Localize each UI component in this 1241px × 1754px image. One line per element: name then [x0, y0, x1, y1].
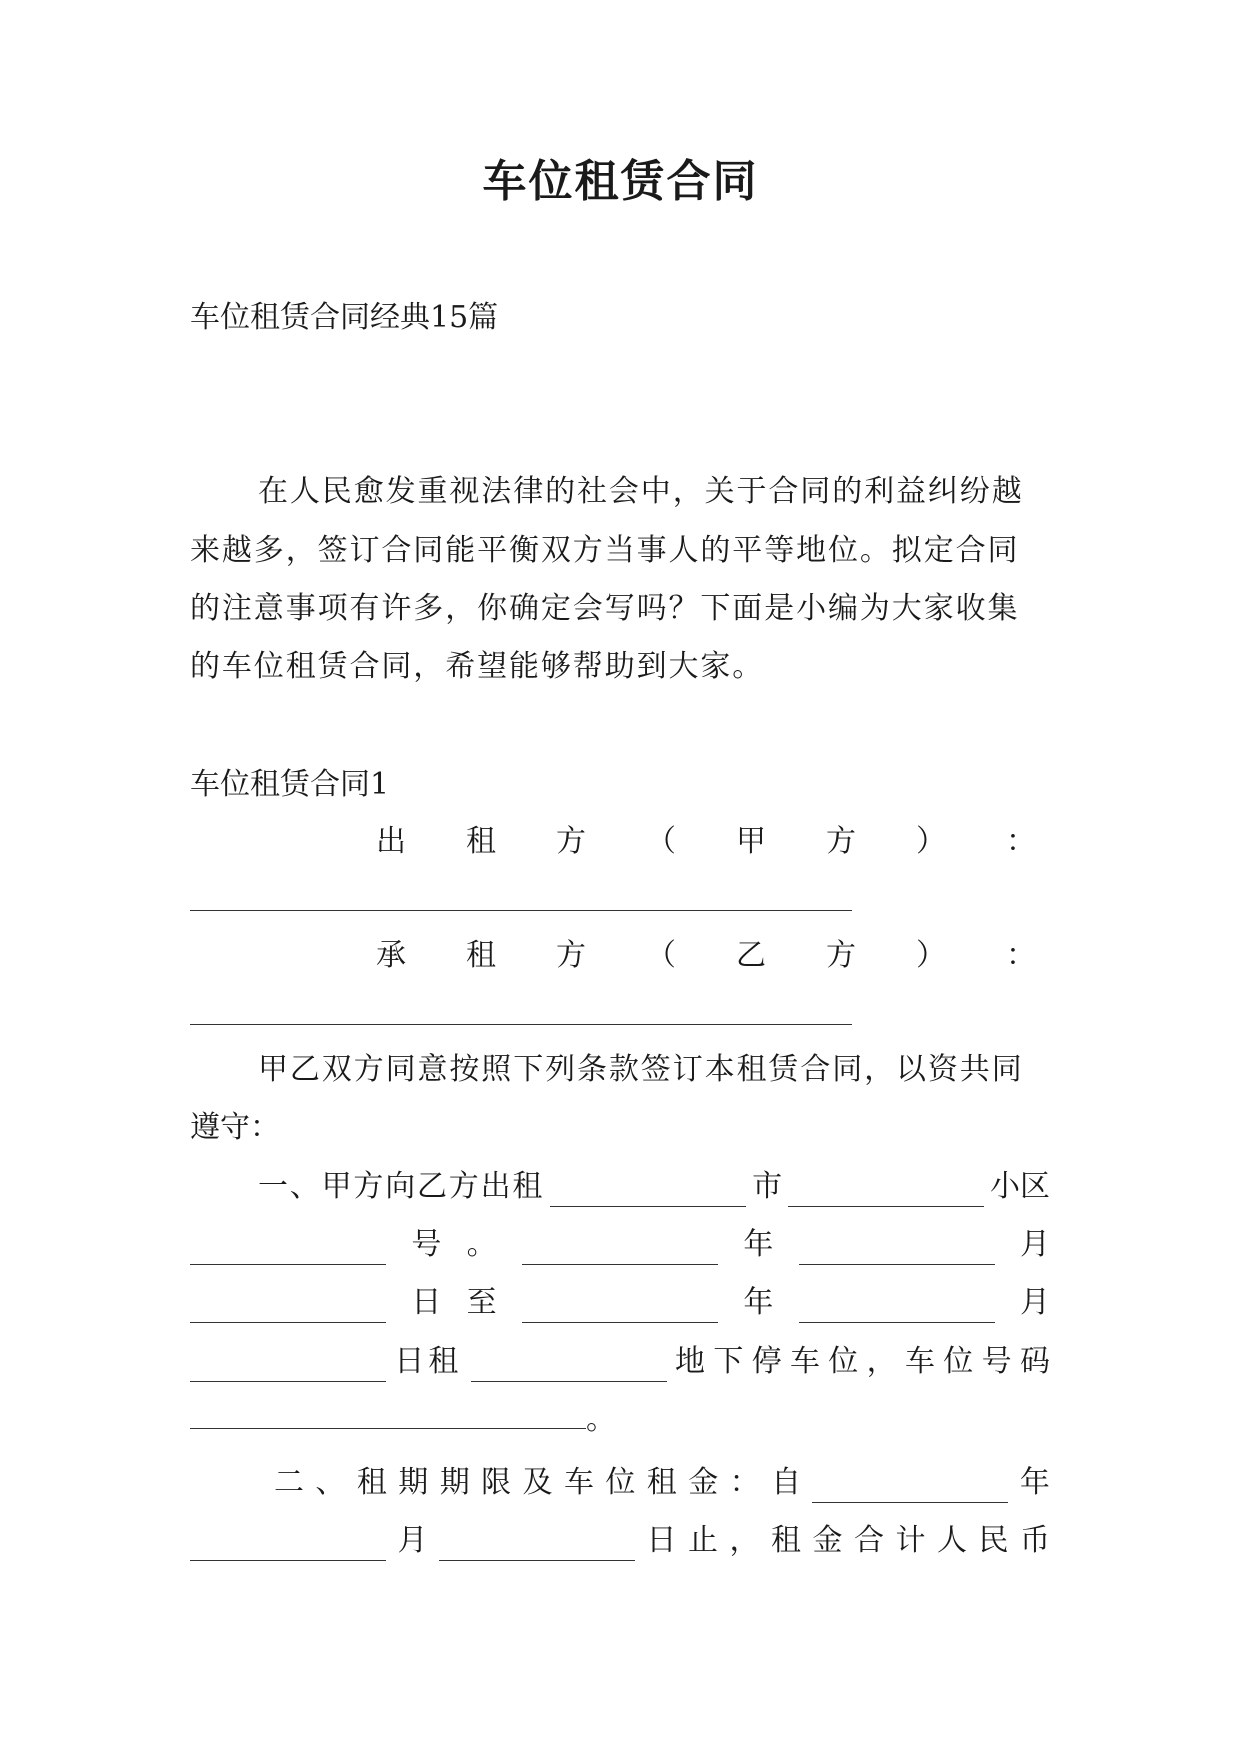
clause1-line-5	[190, 1400, 616, 1440]
clause1-text: 车	[904, 1344, 935, 1379]
intro-line-2: 来越多，签订合同能平衡双方当事人的平等地位。拟定合同	[190, 533, 1020, 568]
intro-line-4: 的车位租赁合同，希望能够帮助到大家。	[190, 649, 765, 684]
agree-line-1: 甲乙双方同意按照下列条款签订本租赁合同，以资共同	[258, 1052, 1024, 1087]
clause2-text: 期	[439, 1465, 470, 1500]
start-day-blank[interactable]	[190, 1298, 386, 1323]
clause1-text: 月	[1019, 1227, 1050, 1262]
lessee-char: ：	[1006, 938, 1036, 973]
clause2-text: 币	[1020, 1523, 1050, 1558]
clause2-text: 租	[646, 1465, 677, 1500]
number-blank[interactable]	[190, 1240, 386, 1265]
clause1-text: 市	[752, 1169, 783, 1204]
lessor-char: 出	[376, 824, 406, 859]
start-month-blank[interactable]	[799, 1240, 995, 1265]
lessee-label-row	[376, 936, 1036, 976]
clause1-text: 地	[674, 1344, 705, 1379]
lessor-char: 方	[826, 824, 856, 859]
clause1-text: 日租	[394, 1344, 463, 1379]
section-heading: 车位租赁合同1	[190, 767, 390, 802]
document-title: 车位租赁合同	[482, 156, 759, 207]
clause2-text: 限	[481, 1465, 512, 1500]
clause2-text: 自	[771, 1465, 802, 1500]
intro-line-1: 在人民愈发重视法律的社会中，关于合同的利益纠纷越	[258, 474, 1024, 509]
clause1-line-2	[190, 1225, 1050, 1265]
parking-area-blank[interactable]	[471, 1357, 667, 1382]
clause2-text: 租	[771, 1523, 801, 1558]
lessor-char: 租	[466, 824, 496, 859]
clause2-text: 租	[356, 1465, 387, 1500]
clause1-text: 。	[586, 1402, 616, 1437]
lessor-char: （	[646, 824, 676, 859]
clause2-text: 、	[315, 1465, 346, 1500]
clause1-text: 日	[411, 1285, 442, 1320]
district-blank[interactable]	[788, 1182, 984, 1207]
lessee-char: （	[646, 938, 676, 973]
clause2-text: 民	[978, 1523, 1009, 1558]
clause1-text: 码	[1019, 1344, 1050, 1379]
lessor-char: ：	[1006, 824, 1036, 859]
end-month-blank[interactable]	[799, 1298, 995, 1323]
clause1-text: 一、甲方向乙方出租	[258, 1169, 545, 1204]
lessee-char: 方	[826, 938, 856, 973]
city-blank[interactable]	[550, 1182, 746, 1207]
lessee-char: 租	[466, 938, 496, 973]
clause1-text: 。	[466, 1227, 497, 1262]
clause2-text: ：	[729, 1465, 760, 1500]
lessee-char: ）	[916, 938, 946, 973]
clause2-text: 及	[522, 1465, 553, 1500]
lessor-char: 方	[556, 824, 586, 859]
clause1-line-4	[190, 1342, 1050, 1382]
lessor-blank-line[interactable]	[190, 910, 852, 911]
clause2-text: 车	[563, 1465, 594, 1500]
clause2-text: 计	[895, 1523, 926, 1558]
clause2-text: 人	[937, 1523, 967, 1558]
clause1-text: 车	[789, 1344, 820, 1379]
clause2-text: 金	[688, 1465, 719, 1500]
clause1-text: 下	[713, 1344, 744, 1379]
end-year-blank[interactable]	[522, 1298, 718, 1323]
clause2-line-2	[190, 1521, 1050, 1561]
lessee-char: 乙	[736, 938, 766, 973]
lessor-char: ）	[916, 824, 946, 859]
clause1-text: 年	[743, 1285, 774, 1320]
clause1-text: 号	[981, 1344, 1012, 1379]
agree-line-2: 遵守：	[190, 1110, 280, 1145]
end-day-blank[interactable]	[190, 1357, 386, 1382]
space-number-blank[interactable]	[190, 1404, 586, 1429]
clause2-text: ，	[729, 1523, 760, 1558]
clause1-text: ，	[866, 1344, 897, 1379]
clause2-text: 位	[605, 1465, 636, 1500]
clause1-text: 停	[751, 1344, 782, 1379]
clause1-text: 至	[466, 1285, 497, 1320]
clause2-text: 金	[812, 1523, 843, 1558]
clause1-text: 位	[943, 1344, 974, 1379]
lessee-blank-line[interactable]	[190, 1024, 852, 1025]
term-day-blank[interactable]	[439, 1536, 635, 1561]
clause2-text: 日	[646, 1523, 677, 1558]
lessor-label-row	[376, 822, 1036, 862]
clause1-text: 位	[828, 1344, 859, 1379]
clause2-text: 止	[688, 1523, 718, 1558]
lessee-char: 承	[376, 938, 406, 973]
term-start-year-blank[interactable]	[812, 1478, 1008, 1503]
start-year-blank[interactable]	[522, 1240, 718, 1265]
clause1-line-3	[190, 1283, 1050, 1323]
clause1-text: 小区	[989, 1169, 1050, 1204]
clause2-text: 期	[398, 1465, 429, 1500]
clause2-text: 年	[1019, 1465, 1050, 1500]
clause1-line-1	[190, 1167, 1050, 1207]
intro-line-3: 的注意事项有许多，你确定会写吗？下面是小编为大家收集	[190, 591, 1020, 626]
clause1-text: 月	[1019, 1285, 1050, 1320]
document-subtitle: 车位租赁合同经典15篇	[190, 300, 499, 335]
clause1-text: 号	[411, 1227, 442, 1262]
clause2-text: 二	[274, 1465, 304, 1500]
clause2-text: 合	[854, 1523, 884, 1558]
clause2-line-1	[274, 1463, 1050, 1503]
lessee-char: 方	[556, 938, 586, 973]
lessor-char: 甲	[736, 824, 766, 859]
clause1-text: 年	[743, 1227, 774, 1262]
term-month-blank[interactable]	[190, 1536, 386, 1561]
clause2-text: 月	[397, 1523, 428, 1558]
